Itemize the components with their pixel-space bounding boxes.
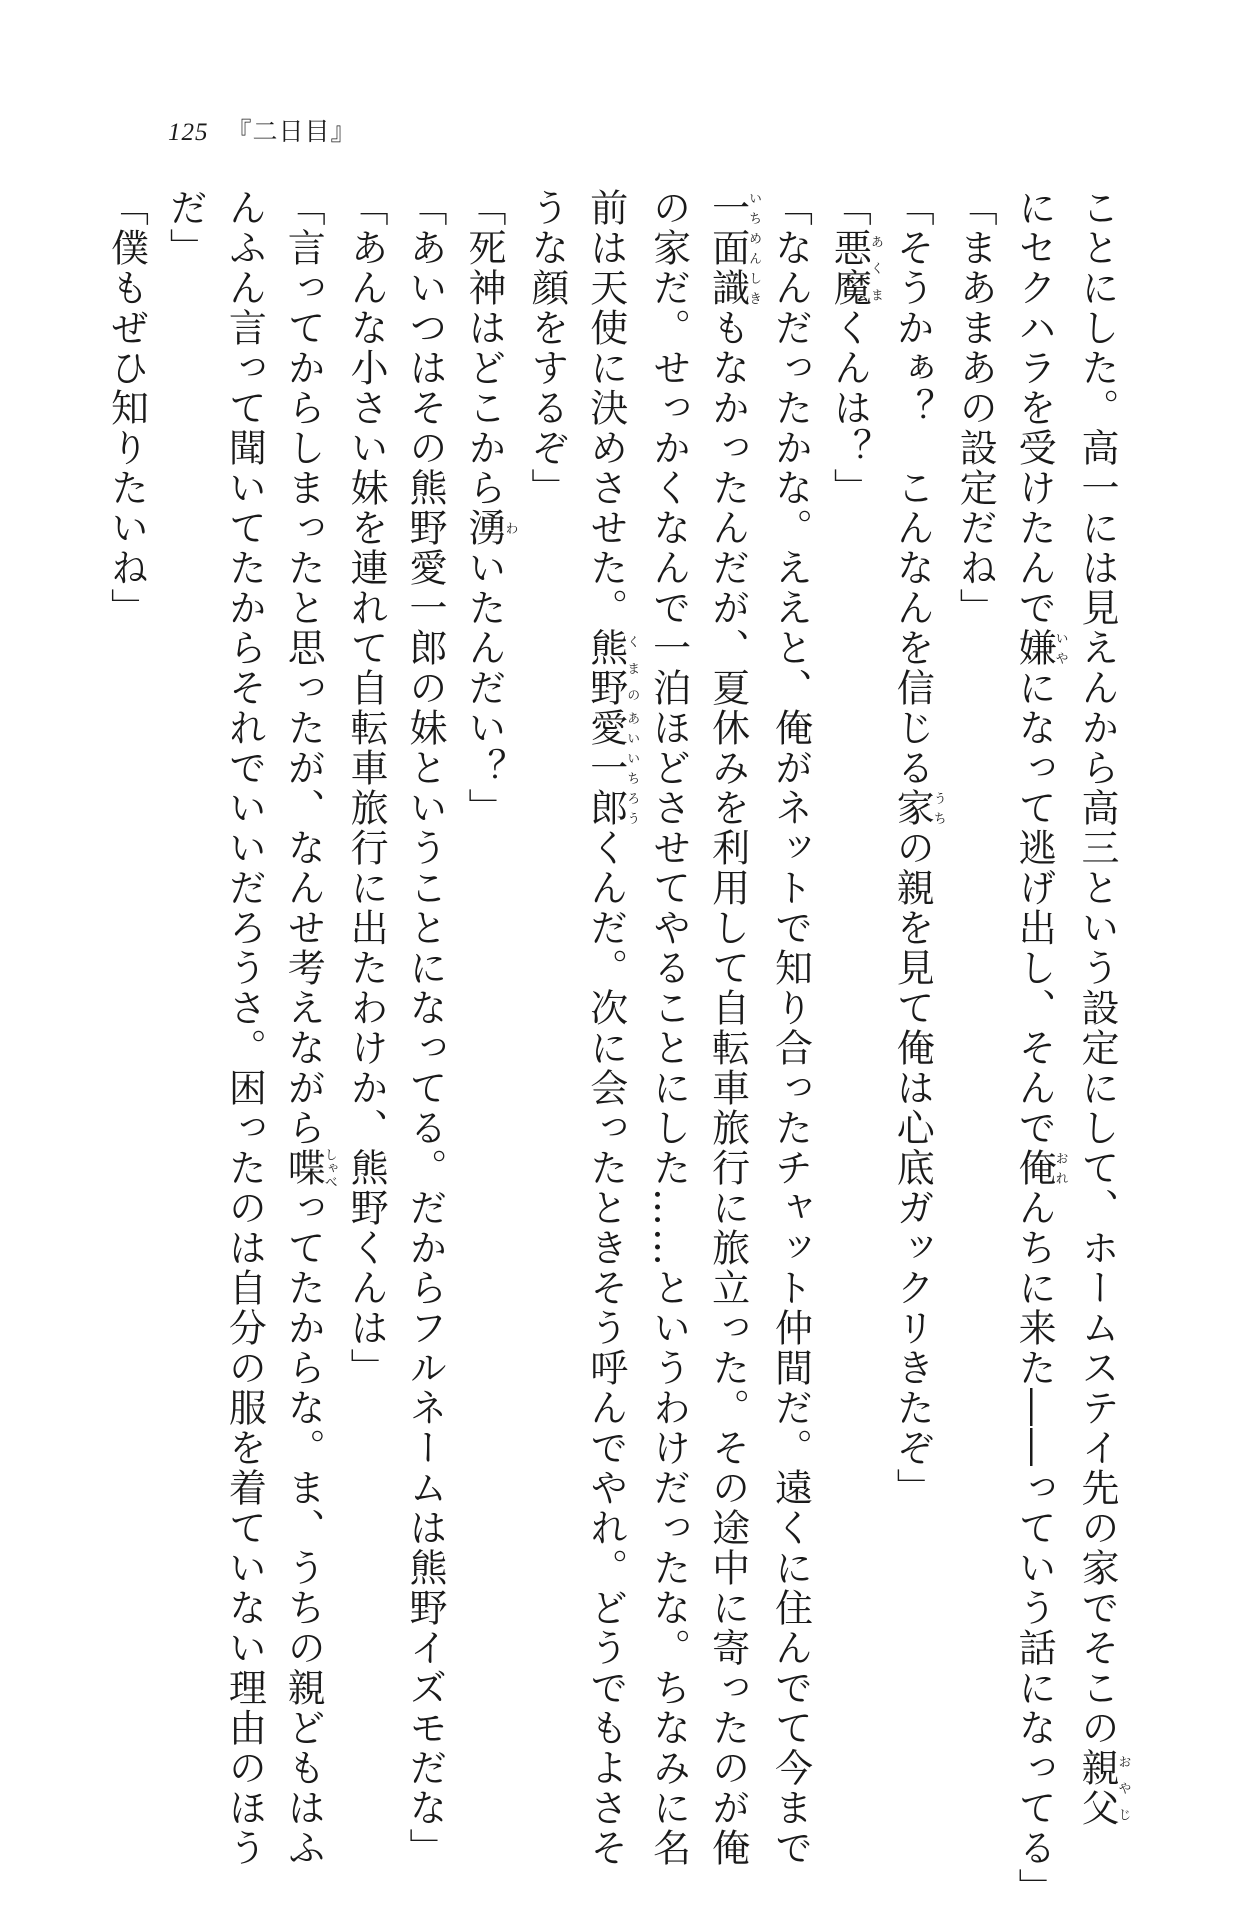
ruby-reading: くまの — [624, 628, 640, 708]
ruby-base: 一面識 — [705, 188, 750, 308]
text-run: もなかったんだが、夏休みを利用して自転車旅行に旅立った。その途中に寄ったのが俺 — [705, 308, 750, 1868]
ruby-annotated-word — [1012, 628, 1068, 668]
ruby-annotated-word — [583, 708, 640, 828]
text-line — [761, 188, 820, 1868]
ruby-base: 家 — [890, 788, 935, 828]
text-run: んちに来た――っていう話になってる」 — [1012, 1188, 1057, 1908]
text-line — [97, 188, 156, 1668]
ruby-reading: あいいちろう — [624, 708, 640, 828]
ruby-base: 嫌 — [1012, 628, 1057, 668]
text-line — [454, 188, 517, 1668]
ruby-reading: いや — [1052, 628, 1068, 668]
text-run: うな顔をするぞ」 — [524, 188, 569, 508]
ruby-base: 熊野 — [583, 628, 628, 708]
text-run: いたんだい？」 — [461, 548, 506, 828]
ruby-annotated-word — [827, 228, 883, 308]
text-run: ことにした。高一には見えんから高三という設定にして、ホームステイ先の家でそこの — [1075, 188, 1119, 1748]
ruby-annotated-word — [461, 508, 518, 548]
page-number: 125 — [168, 119, 209, 146]
text-run: の親を見て俺は心底ガックリきたぞ」 — [890, 828, 935, 1508]
ruby-reading: しゃべ — [321, 1148, 337, 1188]
ruby-base: 愛一郎 — [583, 708, 628, 828]
text-run: 「僕もぜひ知りたいね」 — [104, 188, 149, 628]
text-line — [395, 188, 454, 1868]
ruby-reading: おれ — [1052, 1148, 1068, 1188]
text-run: 「あんな小さい妹を連れて自転車旅行に出たわけか、熊野くんは」 — [344, 188, 389, 1388]
text-run: にセクハラを受けたんで — [1012, 188, 1057, 628]
ruby-base: 親父 — [1075, 1748, 1119, 1828]
text-line — [698, 188, 762, 1868]
text-line — [639, 188, 698, 1868]
text-line — [336, 188, 395, 1668]
ruby-reading: うち — [930, 788, 946, 828]
ruby-reading: わ — [502, 508, 518, 548]
body-text — [104, 188, 1131, 1908]
ruby-base: 俺 — [1012, 1148, 1057, 1188]
ruby-annotated-word — [890, 788, 946, 828]
text-run: 「死神はどこから — [461, 188, 506, 508]
text-line — [1067, 188, 1131, 1828]
ruby-base: 悪魔 — [827, 228, 872, 308]
text-run: んふん言って聞いてたからそれでいいだろうさ。困ったのは自分の服を着ていない理由のほう — [222, 188, 267, 1868]
text-line — [273, 188, 337, 1868]
ruby-reading: おやじ — [1115, 1748, 1131, 1828]
text-run: 「まあまあの設定だね」 — [953, 188, 998, 628]
text-run: 「言ってからしまったと思ったが、なんせ考えながら — [281, 188, 326, 1148]
text-run: くんは？」 — [827, 308, 872, 508]
text-run: だ」 — [163, 188, 208, 268]
text-line — [1004, 188, 1068, 1908]
ruby-annotated-word — [583, 628, 640, 708]
text-run: 「 — [827, 188, 872, 228]
ruby-base: 喋 — [281, 1148, 326, 1188]
chapter-title: 『二日目』 — [226, 117, 357, 146]
ruby-annotated-word — [705, 188, 762, 308]
text-line — [882, 188, 945, 1668]
text-run: くんだ。次に会ったときそう呼んでやれ。どうでもよさそ — [583, 828, 628, 1868]
ruby-annotated-word — [1012, 1148, 1068, 1188]
ruby-reading: あくま — [867, 228, 883, 308]
text-run: の家だ。せっかくなんで一泊ほどさせてやることにした……というわけだったな。ちなみに名 — [646, 188, 691, 1868]
ruby-annotated-word — [1075, 1748, 1131, 1828]
text-run: ってたからな。ま、うちの親どもはふ — [281, 1188, 326, 1868]
ruby-annotated-word — [281, 1148, 337, 1188]
text-run: 「そうかぁ？ こんなんを信じる — [890, 188, 935, 788]
text-run: 前は天使に決めさせた。 — [583, 188, 628, 628]
text-run: になって逃げ出し、そんで — [1012, 668, 1057, 1148]
text-line — [945, 188, 1004, 1668]
ruby-base: 湧 — [461, 508, 506, 548]
text-line — [819, 188, 882, 1668]
text-line — [517, 188, 576, 1668]
text-line — [156, 188, 215, 1668]
text-run: 「あいつはその熊野愛一郎の妹ということになってる。だからフルネームは熊野イズモだな」 — [403, 188, 448, 1868]
text-line — [576, 188, 640, 1868]
running-header — [168, 112, 357, 148]
text-run: 「なんだったかな。ええと、俺がネットで知り合ったチャット仲間だ。遠くに住んでて今まで — [768, 188, 813, 1868]
text-line — [214, 188, 273, 1868]
ruby-reading: いちめんしき — [746, 188, 762, 308]
